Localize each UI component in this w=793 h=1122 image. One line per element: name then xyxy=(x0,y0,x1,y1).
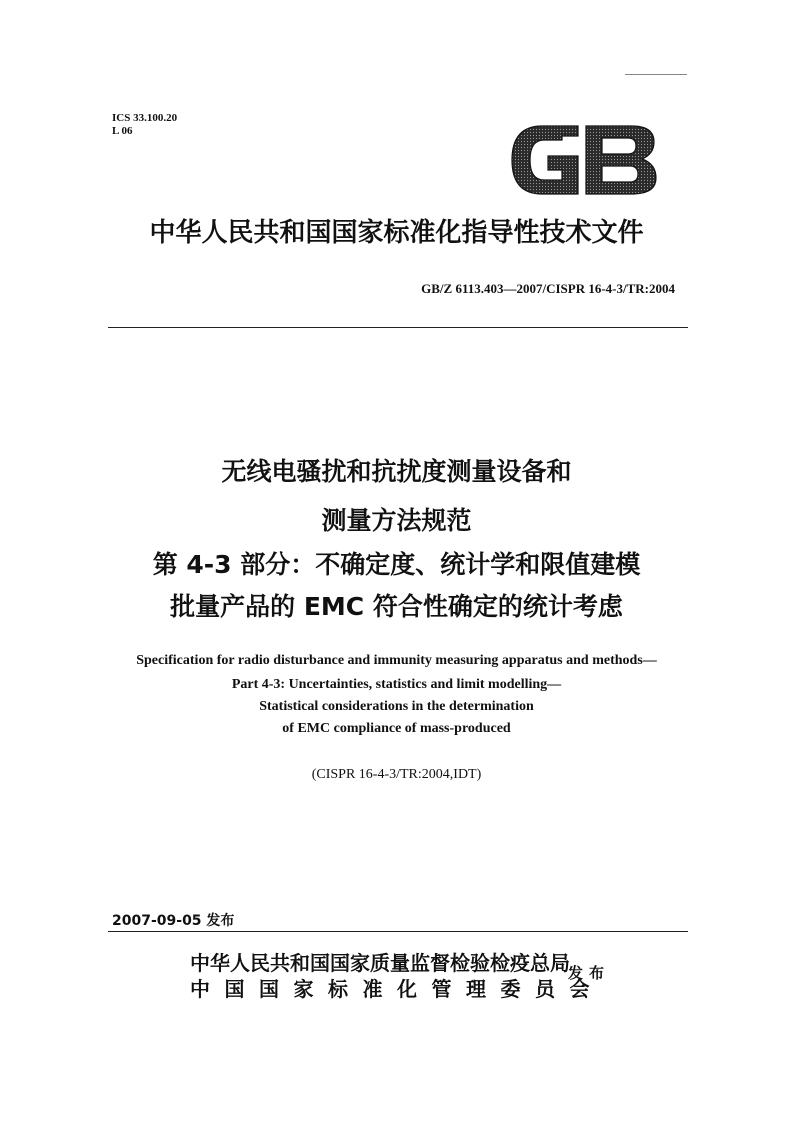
gb-logo-icon xyxy=(508,122,658,198)
footer-divider xyxy=(108,931,688,932)
header-divider xyxy=(108,327,688,328)
title-cn-line-4: 批量产品的 EMC 符合性确定的统计考虑 xyxy=(170,592,623,621)
title-en-line-2: Part 4-3: Uncertainties, statistics and limit modelling— xyxy=(231,677,562,692)
title-cn-line-1: 无线电骚扰和抗扰度测量设备和 xyxy=(221,457,572,486)
publish-label: 发布 xyxy=(568,964,611,982)
issue-date: 2007-09-05 发布 xyxy=(112,913,235,929)
document-type: 中华人民共和国国家标准化指导性技术文件 xyxy=(149,218,644,248)
issuer-aqsiq: 中华人民共和国国家质量监督检验检疫总局 xyxy=(190,951,570,975)
title-cn-line-2: 测量方法规范 xyxy=(321,506,472,535)
equivalence-statement: (CISPR 16-4-3/TR:2004,IDT) xyxy=(311,767,482,782)
top-edge-mark xyxy=(625,74,687,75)
title-en-line-4: of EMC compliance of mass-produced xyxy=(282,721,511,736)
title-en-line-1: Specification for radio disturbance and immunity measuring apparatus and methods— xyxy=(136,653,657,668)
title-cn-line-3: 第 4-3 部分：不确定度、统计学和限值建模 xyxy=(152,550,641,579)
classification-codes xyxy=(112,112,177,138)
standard-number: GB/Z 6113.403—2007/CISPR 16-4-3/TR:2004 xyxy=(421,281,675,296)
ics-code: ICS 33.100.20 xyxy=(112,112,178,124)
title-en-line-3: Statistical considerations in the determination xyxy=(259,699,534,714)
ccs-code: L 06 xyxy=(112,125,133,137)
issuer-sac: 中国国家标准化管理委员会 xyxy=(190,977,604,1001)
